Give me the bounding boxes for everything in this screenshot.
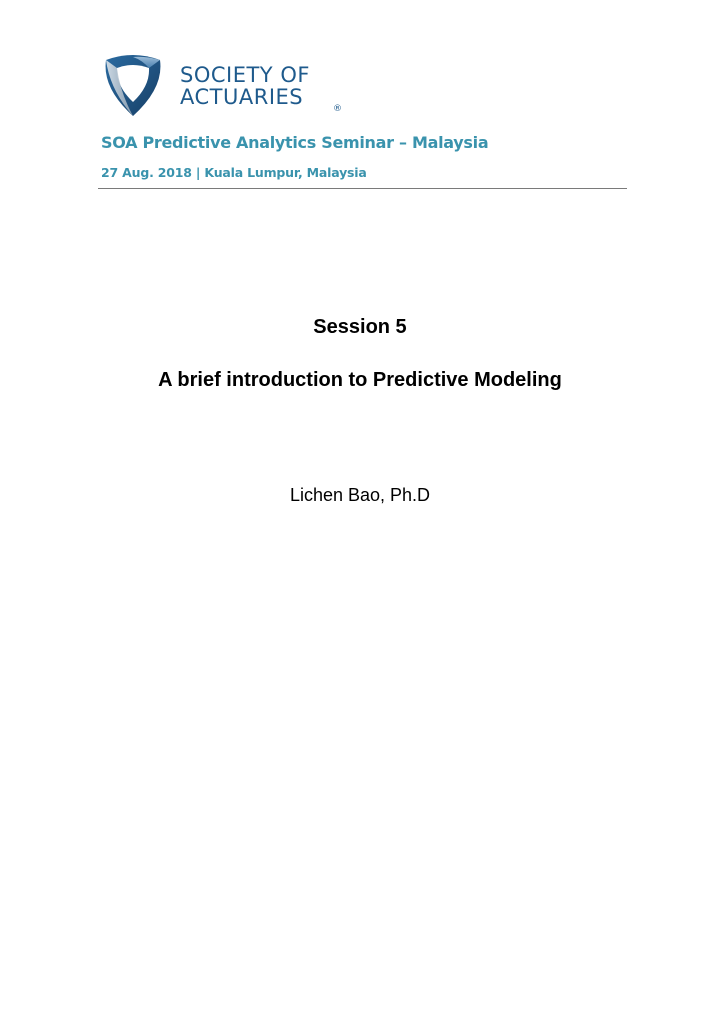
registered-mark: ® — [333, 104, 342, 114]
talk-title: A brief introduction to Predictive Modeling — [158, 369, 562, 391]
logo-line-1: SOCIETY OF — [180, 63, 310, 87]
logo-line-2: ACTUARIES — [180, 85, 304, 109]
header-divider — [98, 188, 627, 189]
event-title: SOA Predictive Analytics Seminar – Malaysia — [101, 133, 489, 152]
session-title: Session 5 — [313, 316, 407, 338]
author-name: Lichen Bao, Ph.D — [289, 485, 431, 505]
event-date: 27 Aug. 2018 | Kuala Lumpur, Malaysia — [101, 165, 367, 180]
soa-logo — [100, 52, 350, 120]
logo-wordmark — [180, 64, 310, 108]
soa-shield-logo-icon — [100, 52, 166, 118]
